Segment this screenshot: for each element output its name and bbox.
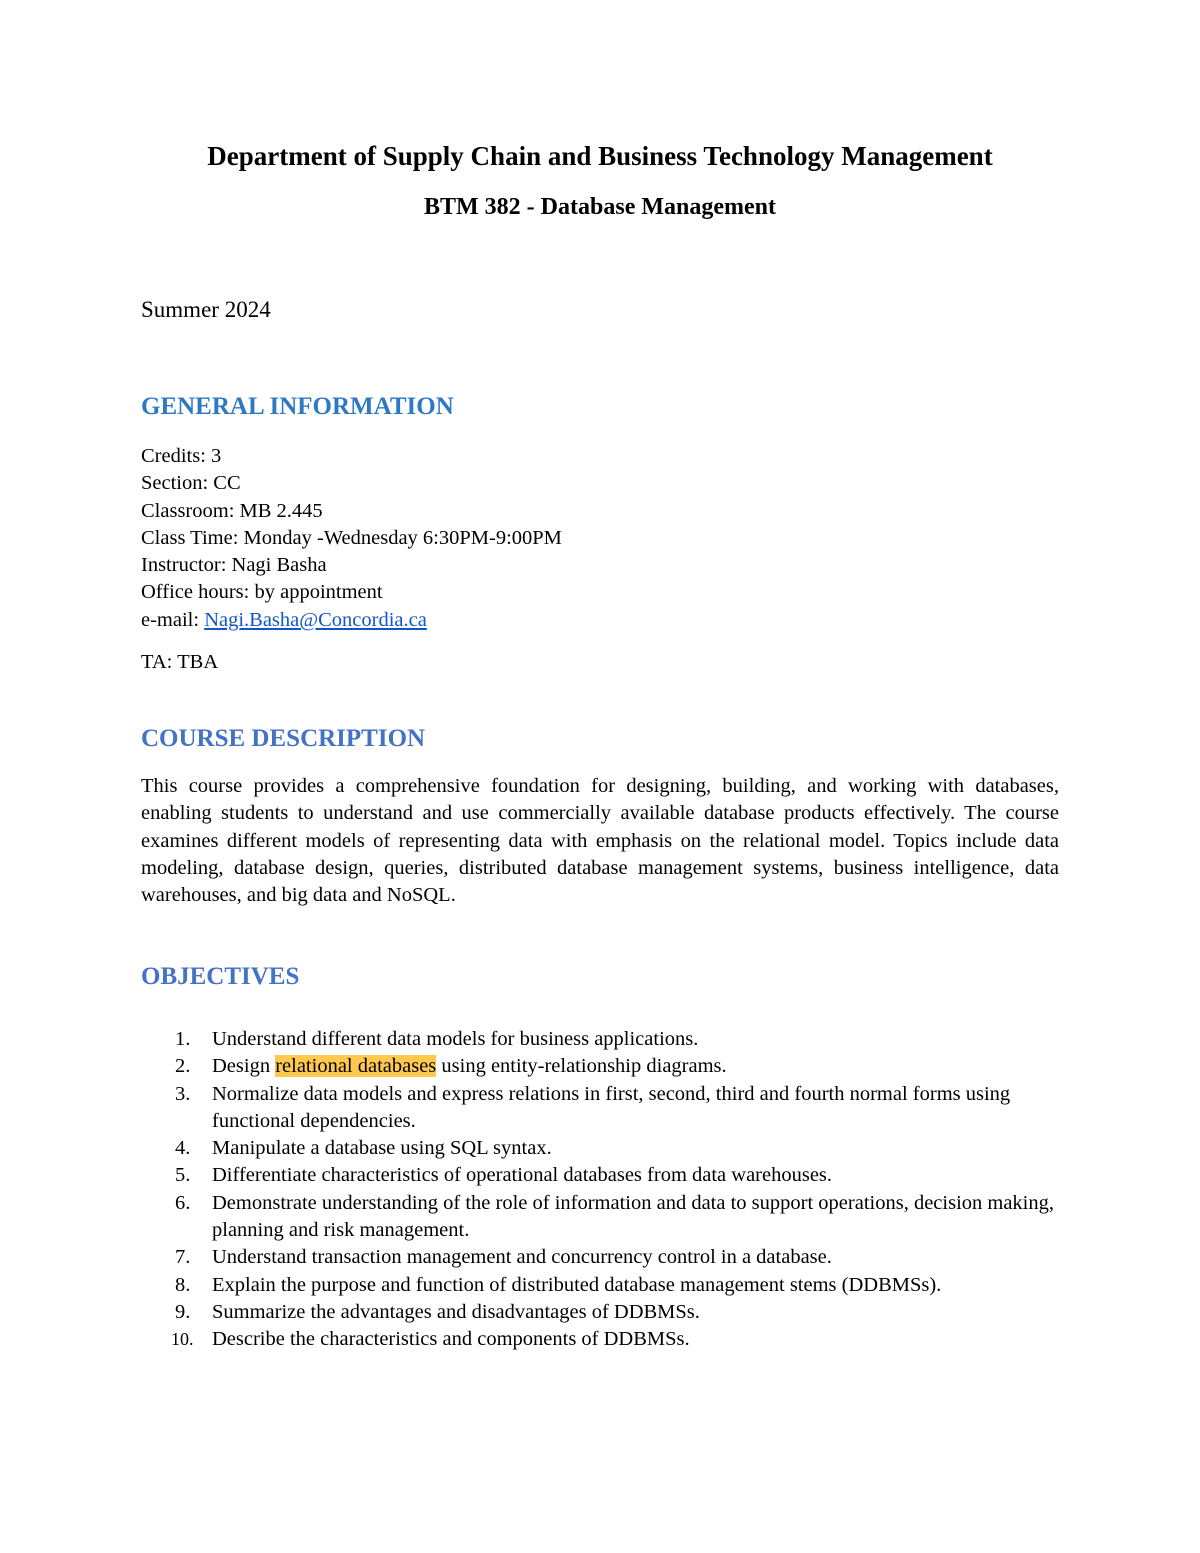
list-item-number: 1. — [175, 1028, 191, 1050]
instructor: Instructor: Nagi Basha — [141, 554, 327, 577]
course-description-heading: COURSE DESCRIPTION — [141, 725, 426, 752]
list-item-text: Demonstrate understanding of the role of information and data to support operations, decision making, planning and risk management. — [212, 1191, 1055, 1242]
list-item — [141, 1135, 1059, 1162]
credits: Credits: 3 — [141, 445, 222, 467]
course-description-text: This course provides a comprehensive foundation for designing, building, and working with databases, enabling students to understand and use commercially available database products effectively. The course examines different models of representing data with emphasis on the relational model. Topics include data modeling, database design, queries, distributed database management systems, business intelligence, data warehouses, and big data and NoSQL. — [141, 775, 1059, 907]
office-hours: Office hours: by appointment — [141, 581, 383, 604]
highlighted-text: relational databases — [275, 1055, 437, 1078]
list-item — [141, 1190, 1059, 1245]
list-item-text: Describe the characteristics and components of DDBMSs. — [212, 1328, 690, 1351]
list-item-text: Summarize the advantages and disadvantages of DDBMSs. — [212, 1300, 700, 1323]
section: Section: CC — [141, 472, 241, 495]
list-item-text-pre: Design — [212, 1055, 276, 1078]
department-title: Department of Supply Chain and Business Technology Management — [207, 141, 993, 171]
general-information-heading: GENERAL INFORMATION — [141, 393, 454, 420]
list-item-number: 7. — [175, 1246, 191, 1269]
term-label: Summer 2024 — [141, 297, 271, 322]
list-item — [141, 1081, 1059, 1136]
list-item-text: Manipulate a database using SQL syntax. — [212, 1137, 552, 1160]
course-title: BTM 382 - Database Management — [424, 194, 776, 220]
email-link[interactable]: Nagi.Basha@Concordia.ca — [204, 608, 427, 631]
general-information-block — [141, 443, 562, 634]
list-item-text: Understand different data models for business applications. — [212, 1028, 699, 1050]
list-item — [141, 1053, 1059, 1080]
class-time: Class Time: Monday -Wednesday 6:30PM-9:00PM — [141, 526, 562, 549]
email-label: e-mail: — [141, 608, 205, 631]
list-item-number: 6. — [175, 1191, 191, 1214]
email-row — [141, 607, 562, 634]
list-item — [141, 1272, 1059, 1299]
list-item — [141, 1244, 1059, 1271]
list-item-number: 2. — [175, 1055, 191, 1078]
list-item-number: 4. — [175, 1137, 191, 1160]
classroom: Classroom: MB 2.445 — [141, 499, 323, 522]
list-item-number: 9. — [175, 1300, 191, 1323]
list-item-text: Understand transaction management and concurrency control in a database. — [212, 1246, 832, 1269]
list-item-number: 3. — [175, 1082, 191, 1105]
list-item-text: Explain the purpose and function of distributed database management stems (DDBMSs). — [212, 1273, 942, 1296]
list-item-number: 10. — [171, 1329, 194, 1350]
list-item-text: Differentiate characteristics of operational databases from data warehouses. — [212, 1164, 833, 1187]
list-item-number: 8. — [175, 1273, 191, 1296]
objectives-heading: OBJECTIVES — [141, 963, 300, 990]
list-item-number: 5. — [175, 1164, 191, 1187]
list-item-text-post: using entity-relationship diagrams. — [436, 1055, 727, 1078]
list-item — [141, 1326, 1059, 1353]
list-item-text: Normalize data models and express relations in first, second, third and fourth normal forms using functional dependencies. — [212, 1082, 1011, 1132]
teaching-assistant: TA: TBA — [141, 651, 219, 673]
list-item — [141, 1299, 1059, 1326]
objectives-list — [141, 1026, 1059, 1354]
list-item — [141, 1026, 1059, 1053]
list-item — [141, 1162, 1059, 1189]
